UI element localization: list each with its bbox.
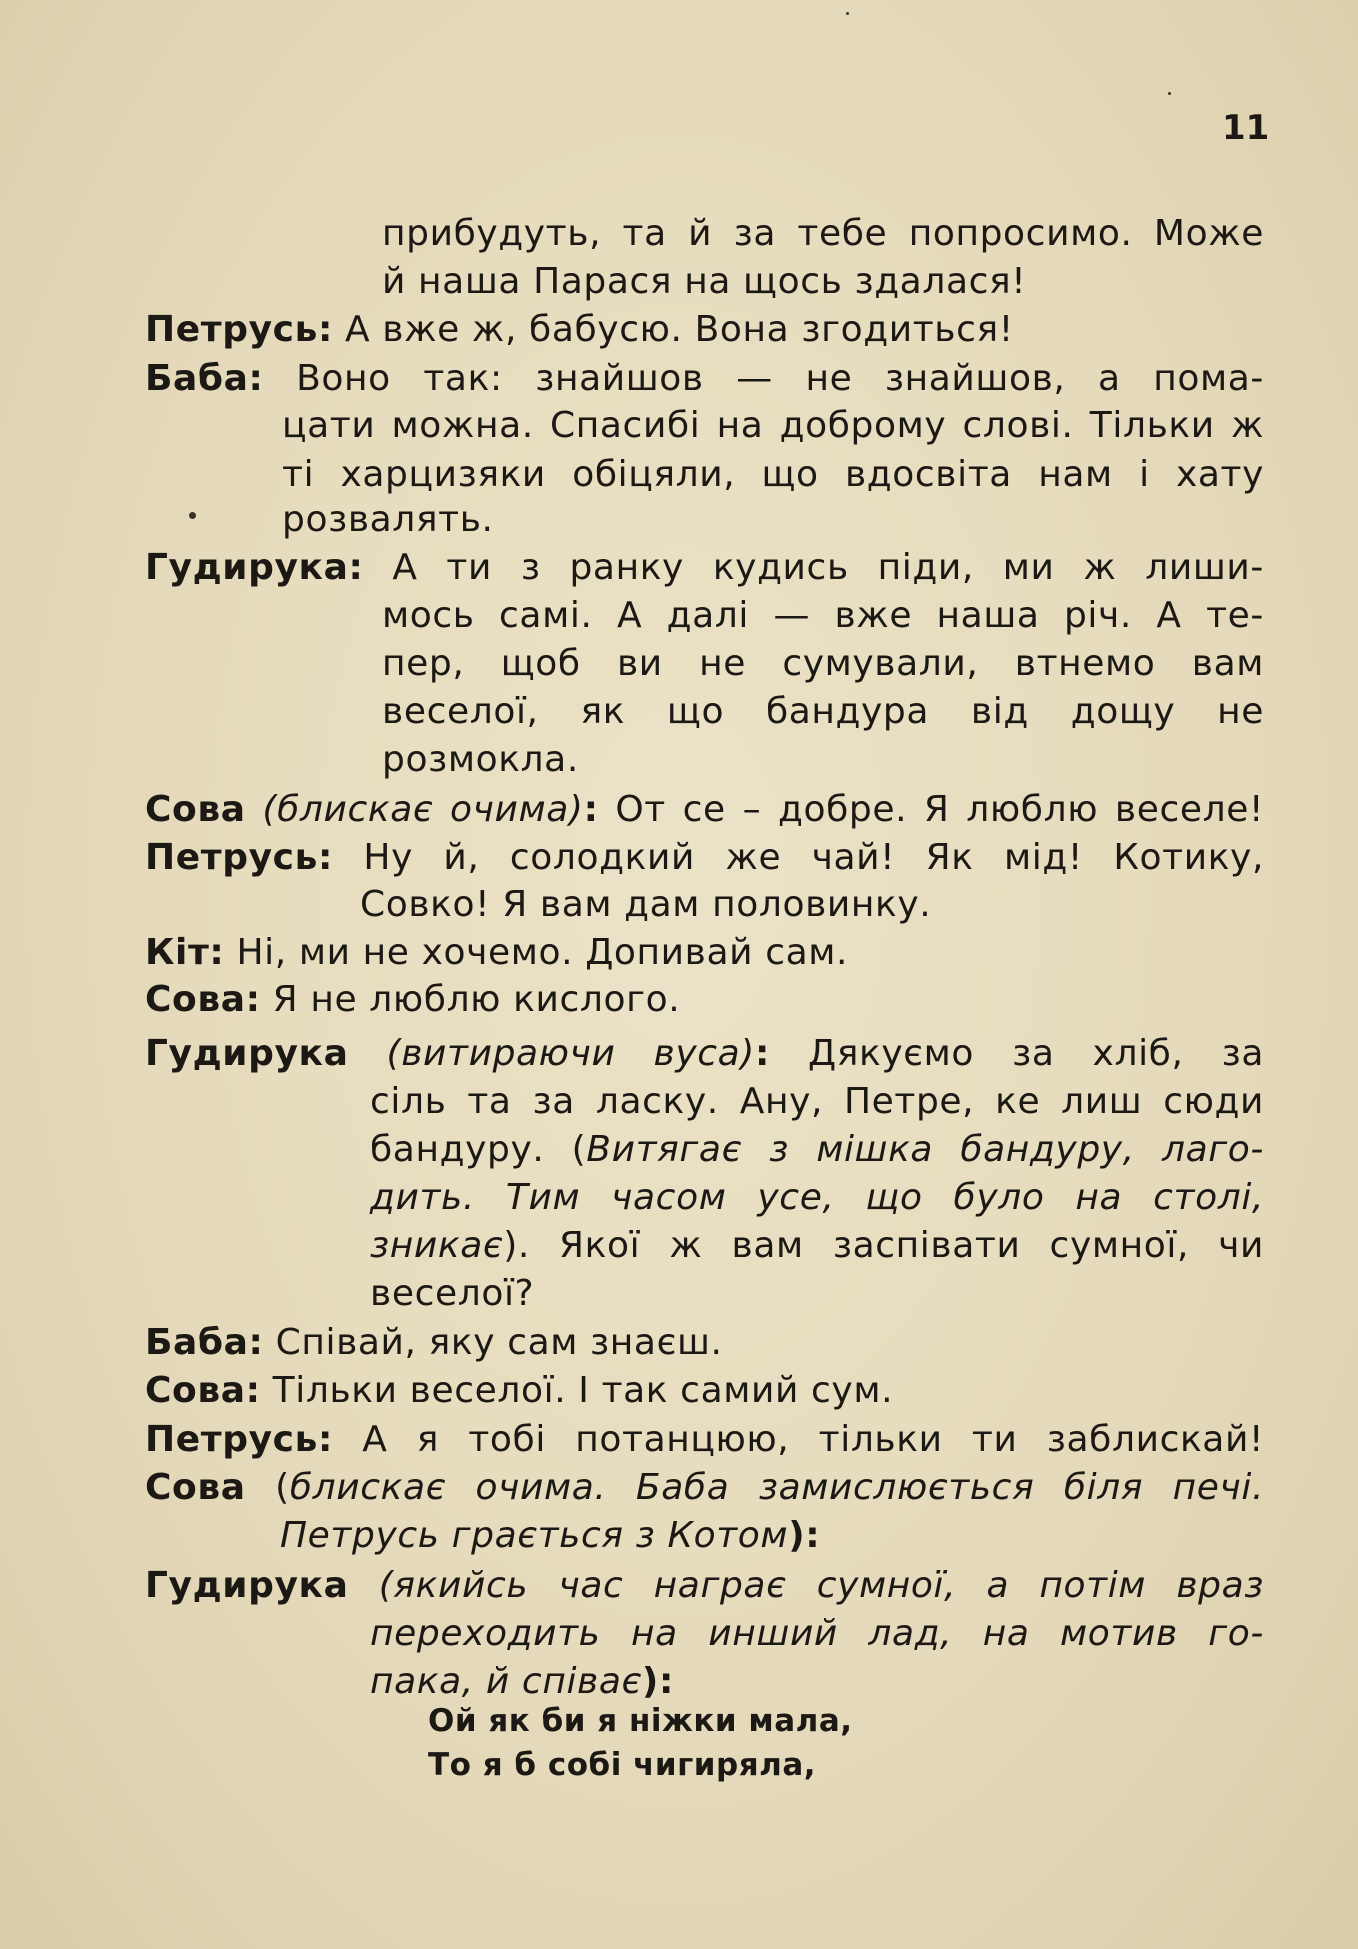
- line-text: веселої, як що бандура від дощу не: [382, 691, 1264, 732]
- text-line: [145, 1319, 723, 1367]
- line-text: й наша Парася на щось здалася!: [382, 261, 1027, 302]
- line-content: [145, 1033, 1264, 1074]
- speaker-name: Петрусь:: [145, 837, 333, 878]
- text-line: [145, 976, 680, 1024]
- line-content: [370, 1613, 1264, 1654]
- line-text: Ну й, солодкий же чай! Як мід! Котику,: [363, 837, 1265, 878]
- line-content: [370, 1081, 1264, 1122]
- stage-direction: Витягає з мішка бандуру, лаго-: [586, 1129, 1264, 1170]
- stage-direction: Петрусь грається з Котом: [280, 1515, 789, 1556]
- line-text: От се – добре. Я люблю веселе!: [615, 789, 1264, 830]
- line-text: веселої?: [370, 1273, 535, 1314]
- line-text: Я не люблю кислого.: [272, 979, 681, 1020]
- stage-direction: дить. Тим часом усе, що було на столі,: [370, 1177, 1264, 1218]
- page-number: 11: [1222, 108, 1270, 148]
- text-line: [382, 688, 1264, 736]
- text-line: [428, 1740, 816, 1788]
- line-content: [145, 932, 848, 973]
- line-content: [145, 1467, 1264, 1508]
- text-line: [370, 1078, 1264, 1126]
- line-content: [145, 789, 1264, 830]
- text-line: [145, 306, 1014, 354]
- text-line: [360, 881, 931, 929]
- line-content: [382, 739, 579, 780]
- line-text: Дякуємо за хліб, за: [808, 1033, 1264, 1074]
- text-line: [145, 1562, 1264, 1610]
- stage-direction: блискає очима. Баба замислюється біля печі.: [289, 1467, 1264, 1508]
- text-line: [370, 1610, 1264, 1658]
- line-text: розвалять.: [282, 499, 494, 540]
- line-text: Совко! Я вам дам половинку.: [360, 884, 932, 925]
- line-text: ті харцизяки обіцяли, що вдосвіта нам і хату: [282, 454, 1264, 495]
- text-line: [145, 355, 1264, 403]
- speaker-name: Сова: [145, 789, 246, 830]
- speaker-name: Кіт:: [145, 932, 225, 973]
- text-line: [145, 786, 1264, 834]
- stage-direction: (блискає очима): [262, 789, 584, 830]
- line-text: А я тобі потанцюю, тільки ти заблискай!: [362, 1419, 1264, 1460]
- line-text: Ні, ми не хочемо. Допивай сам.: [236, 932, 849, 973]
- line-content: [145, 1565, 1264, 1606]
- speaker-name: Петрусь:: [145, 1419, 333, 1460]
- speaker-name: Сова:: [145, 979, 261, 1020]
- line-text: А вже ж, бабусю. Вона згодиться!: [345, 309, 1014, 350]
- text-line: [280, 1512, 820, 1560]
- punctuation: :: [583, 789, 599, 830]
- stage-direction: зникає: [370, 1225, 504, 1266]
- line-content: [145, 358, 1264, 399]
- line-content: [282, 499, 494, 540]
- speaker-name: Гудирука: [145, 1565, 349, 1606]
- song-line: То я б собі чигиряла,: [428, 1747, 817, 1783]
- line-content: [382, 691, 1264, 732]
- line-text: сіль та за ласку. Ану, Петре, ке лиш сюди: [370, 1081, 1264, 1122]
- text-line: [145, 929, 848, 977]
- text-line: [145, 834, 1264, 882]
- text-line: [370, 1222, 1264, 1270]
- line-text: (: [275, 1467, 290, 1508]
- line-content: [145, 1370, 893, 1411]
- text-line: [382, 736, 579, 784]
- line-text: прибудуть, та й за тебе попросимо. Може: [382, 213, 1264, 254]
- text-line: [382, 258, 1026, 306]
- line-text: цати можна. Спасибі на доброму слові. Тільки ж: [282, 405, 1264, 446]
- line-text: Тільки веселої. І так самий сум.: [272, 1370, 894, 1411]
- line-content: [280, 1515, 820, 1556]
- text-line: [428, 1696, 853, 1744]
- line-content: [382, 643, 1264, 684]
- line-content: [382, 261, 1026, 302]
- text-line: [145, 1416, 1264, 1464]
- line-content: [145, 1322, 723, 1363]
- line-content: [145, 309, 1014, 350]
- line-content: [145, 547, 1264, 588]
- line-content: [370, 1129, 1264, 1170]
- text-line: [370, 1126, 1264, 1174]
- punctuation: :: [754, 1033, 770, 1074]
- stage-direction: пака, й співає: [370, 1661, 642, 1702]
- line-content: [282, 405, 1264, 446]
- text-line: [282, 402, 1264, 450]
- line-text: Співай, яку сам знаєш.: [275, 1322, 723, 1363]
- speaker-name: Сова:: [145, 1370, 261, 1411]
- punctuation: ):: [641, 1661, 674, 1702]
- line-content: [382, 595, 1264, 636]
- line-text: А ти з ранку кудись піди, ми ж лиши-: [392, 547, 1265, 588]
- line-content: [282, 454, 1264, 495]
- line-text: ). Якої ж вам заспівати сумної, чи: [503, 1225, 1264, 1266]
- stage-direction: (витираючи вуса): [386, 1033, 755, 1074]
- line-content: [145, 979, 680, 1020]
- speaker-name: Баба:: [145, 1322, 264, 1363]
- line-text: бандуру. (: [370, 1129, 587, 1170]
- text-line: [282, 496, 494, 544]
- text-line: [382, 592, 1264, 640]
- text-line: [145, 1367, 893, 1415]
- text-line: [382, 640, 1264, 688]
- text-line: [145, 544, 1264, 592]
- text-line: [370, 1270, 534, 1318]
- line-content: [145, 1419, 1264, 1460]
- speaker-name: Гудирука: [145, 1033, 349, 1074]
- speaker-name: Баба:: [145, 358, 264, 399]
- text-line: [382, 210, 1264, 258]
- text-line: [145, 1464, 1264, 1512]
- line-text: Воно так: знайшов — не знайшов, а пома-: [296, 358, 1265, 399]
- line-content: [360, 884, 931, 925]
- line-content: [145, 837, 1264, 878]
- line-content: [370, 1177, 1264, 1218]
- song-line: Ой як би я ніжки мала,: [428, 1703, 853, 1739]
- speaker-name: Гудирука:: [145, 547, 364, 588]
- speaker-name: Петрусь:: [145, 309, 333, 350]
- punctuation: ):: [788, 1515, 821, 1556]
- line-text: мось самі. А далі — вже наша річ. А те-: [382, 595, 1264, 636]
- speaker-name: Сова: [145, 1467, 246, 1508]
- line-content: [382, 213, 1264, 254]
- line-text: розмокла.: [382, 739, 579, 780]
- line-content: [370, 1225, 1264, 1266]
- line-text: пер, щоб ви не сумували, втнемо вам: [382, 643, 1264, 684]
- stage-direction: (якийсь час награє сумної, а потім враз: [378, 1565, 1265, 1606]
- text-line: [282, 451, 1264, 499]
- line-content: [370, 1273, 534, 1314]
- text-line: [145, 1030, 1264, 1078]
- text-line: [370, 1174, 1264, 1222]
- stage-direction: переходить на инший лад, на мотив го-: [370, 1613, 1264, 1654]
